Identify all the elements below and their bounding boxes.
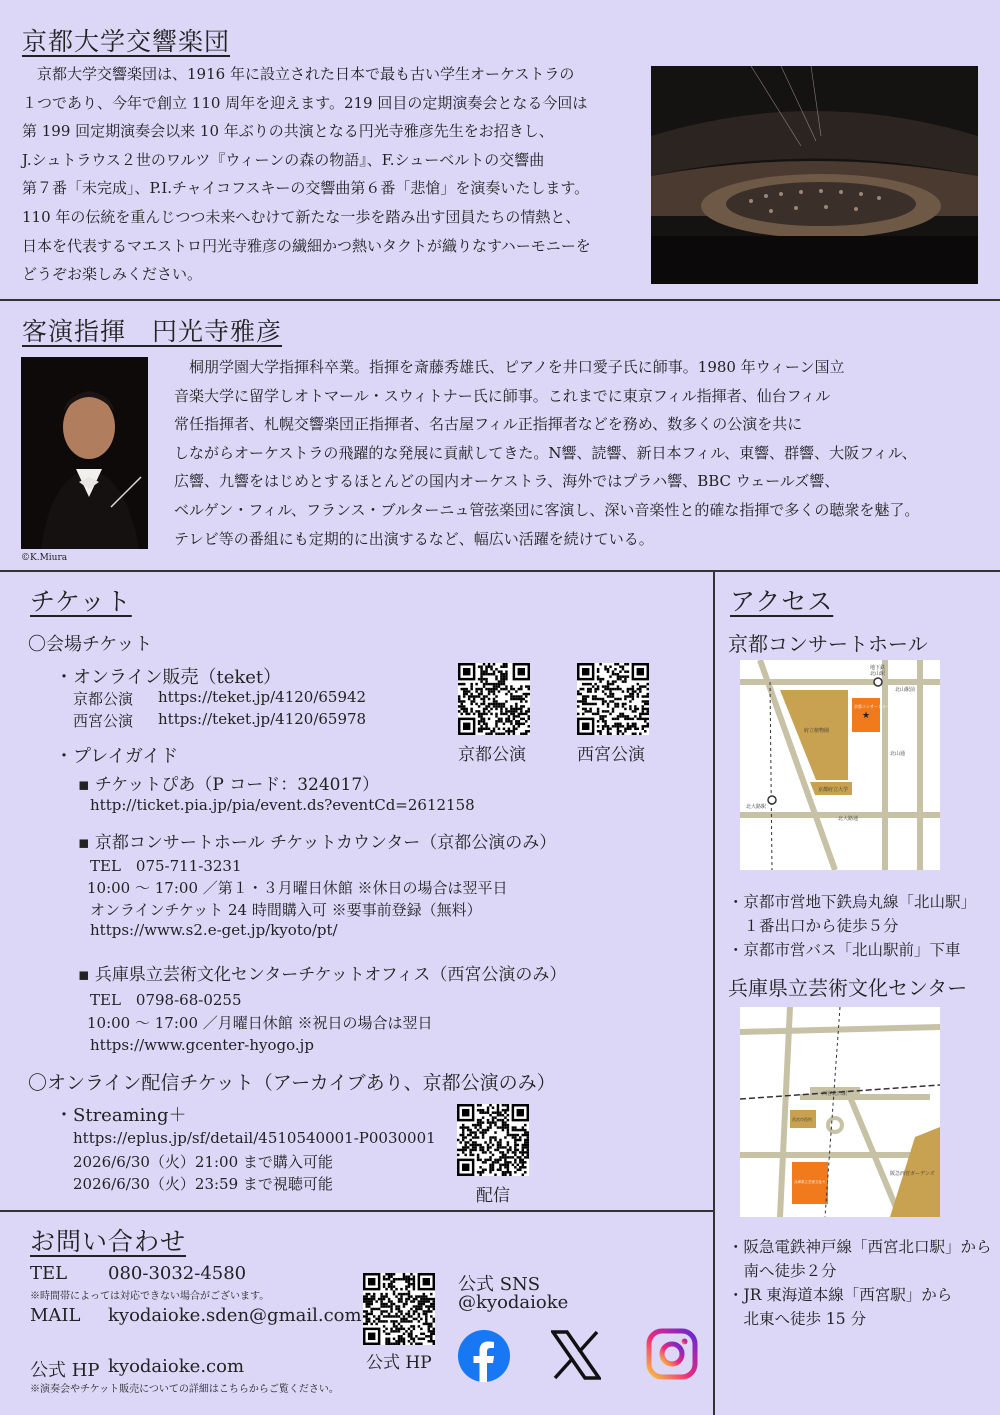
kch-tel: TEL 075-711-3231 bbox=[90, 857, 242, 875]
mail-address[interactable]: kyodaioke.sden@gmail.com bbox=[108, 1305, 362, 1326]
kyoto-map bbox=[740, 660, 940, 870]
playguide-heading: ・プレイガイド bbox=[55, 746, 179, 767]
map-label: 北山通 bbox=[890, 751, 906, 757]
direction-line: １番出口から徒歩５分 bbox=[728, 917, 899, 935]
map-label: 西宮北口駅 bbox=[822, 1091, 848, 1097]
pia-link[interactable]: http://ticket.pia.jp/pia/event.ds?eventCd=2612158 bbox=[90, 796, 475, 814]
conductor-line: テレビ等の番組にも定期的に出演するなど、幅広い活躍を続けている。 bbox=[174, 529, 654, 548]
nishinomiya-ticket-link[interactable]: https://teket.jp/4120/65978 bbox=[158, 710, 367, 728]
orchestra-line: どうぞお楽しみください。 bbox=[22, 265, 203, 284]
kyoto-qr-code[interactable] bbox=[458, 663, 530, 735]
conductor-portrait-image bbox=[21, 357, 148, 549]
conductor-line: 常任指揮者、札幌交響楽団正指揮者、名古屋フィル正指揮者などを務め、数多くの公演を共に bbox=[174, 415, 803, 434]
hyogo-tel: TEL 0798-68-0255 bbox=[90, 991, 242, 1009]
hp-qr-code[interactable] bbox=[363, 1273, 435, 1345]
conductor-title: 客演指揮 円光寺雅彦 bbox=[22, 317, 283, 346]
direction-line: ・京都市営バス「北山駅前」下車 bbox=[728, 941, 961, 959]
orchestra-title: 京都大学交響楽団 bbox=[22, 27, 231, 56]
orchestra-line: 第７番「未完成」、P.I.チャイコフスキーの交響曲第６番「悲愴」を演奏いたします。 bbox=[22, 179, 590, 198]
orchestra-line: １つであり、今年で創立 110 周年を迎えます。219 回目の定期演奏会となる今回は bbox=[22, 93, 588, 112]
map-label: 阪急西宮ガーデンズ bbox=[890, 1171, 935, 1177]
conductor-line: 音楽大学に留学しオトマール・スウィトナー氏に師事。これまでに東京フィル指揮者、仙台フィル bbox=[174, 386, 831, 405]
map-label: 北大路通 bbox=[838, 816, 859, 822]
streaming-qr-label: 配信 bbox=[476, 1186, 510, 1206]
ticket-title: チケット bbox=[30, 587, 132, 616]
kyoto-qr-label: 京都公演 bbox=[458, 745, 526, 765]
map-label: 西宮市役所 bbox=[792, 1117, 812, 1122]
nishinomiya-qr-label: 西宮公演 bbox=[577, 745, 645, 765]
kyoto-venue-name: 京都コンサートホール bbox=[728, 632, 928, 656]
kch-online: オンラインチケット 24 時間購入可 ※要事前登録（無料） bbox=[90, 901, 482, 919]
map-label: 地下鉄 bbox=[870, 665, 886, 671]
direction-line: 南へ徒歩２分 bbox=[728, 1262, 837, 1280]
conductor-line: しながらオーケストラの飛躍的な発展に貢献してきた。N響、読響、新日本フィル、東響、群響、大阪フィル、 bbox=[174, 443, 917, 462]
map-label: 府立植物園 bbox=[804, 728, 830, 734]
kyoto-directions bbox=[728, 890, 976, 962]
direction-line: ・京都市営地下鉄烏丸線「北山駅」 bbox=[728, 893, 977, 911]
direction-line: 北東へ徒歩 15 分 bbox=[728, 1310, 867, 1328]
online-sales-heading: ・オンライン販売（teket） bbox=[55, 667, 282, 688]
streaming-link[interactable]: https://eplus.jp/sf/detail/4510540001-P0030001 bbox=[73, 1129, 436, 1147]
orchestra-line: 110 年の伝統を重んじつつ未来へむけて新たな一歩を踏み出す団員たちの情熱と、 bbox=[22, 207, 581, 226]
kyoto-label: 京都公演 bbox=[73, 690, 134, 708]
streaming-name: ・Streaming＋ bbox=[55, 1105, 187, 1126]
orchestra-photo bbox=[651, 66, 978, 284]
hyogo-map bbox=[740, 1007, 940, 1217]
kyoto-ticket-link[interactable]: https://teket.jp/4120/65942 bbox=[158, 688, 367, 706]
x-icon[interactable] bbox=[551, 1330, 601, 1380]
instagram-icon[interactable] bbox=[646, 1328, 698, 1380]
direction-line: ・JR 東海道本線「西宮駅」から bbox=[728, 1286, 953, 1304]
orchestra-description bbox=[22, 60, 642, 289]
hyogo-directions bbox=[728, 1235, 992, 1331]
pia-name: ▪ チケットぴあ（P コード：324017） bbox=[78, 775, 380, 795]
section-divider bbox=[0, 1210, 714, 1212]
streaming-heading: 〇オンライン配信チケット（アーカイブあり、京都公演のみ） bbox=[28, 1072, 556, 1094]
orchestra-line: 第 199 回定期演奏会以来 10 年ぶりの共演となる円光寺雅彦先生をお招きし、 bbox=[22, 122, 554, 141]
hyogo-office-name: ▪ 兵庫県立芸術文化センターチケットオフィス（西宮公演のみ） bbox=[78, 965, 567, 985]
map-label: 京都府立大学 bbox=[818, 787, 849, 793]
kch-link[interactable]: https://www.s2.e-get.jp/kyoto/pt/ bbox=[90, 921, 338, 939]
map-label: 兵庫県立芸術文化センター bbox=[794, 1180, 836, 1184]
hyogo-venue-name: 兵庫県立芸術文化センター bbox=[728, 976, 968, 1000]
tel-number[interactable]: 080-3032-4580 bbox=[108, 1263, 247, 1284]
tel-label: TEL bbox=[30, 1263, 68, 1284]
orchestra-line: 京都大学交響楽団は、1916 年に設立された日本で最も古い学生オーケストラの bbox=[22, 65, 575, 83]
kch-name: ▪ 京都コンサートホール チケットカウンター（京都公演のみ） bbox=[78, 833, 557, 853]
section-divider bbox=[0, 299, 1000, 301]
kch-hours: 10:00 ～ 17:00 ／第１・３月曜日休館 ※休日の場合は翌平日 bbox=[87, 879, 508, 897]
photo-credit: ©K.Miura bbox=[21, 553, 68, 563]
conductor-line: 桐朋学園大学指揮科卒業。指揮を斎藤秀雄氏、ピアノを井口愛子氏に師事。1980 年ウィーン国立 bbox=[174, 358, 845, 376]
streaming-qr-code[interactable] bbox=[457, 1104, 529, 1176]
section-divider bbox=[0, 570, 1000, 572]
direction-line: ・阪急電鉄神戸線「西宮北口駅」から bbox=[728, 1238, 992, 1256]
streaming-watch-deadline: 2026/6/30（火）23:59 まで視聴可能 bbox=[73, 1175, 333, 1193]
map-label: 北大路駅 bbox=[746, 804, 767, 810]
hp-qr-label: 公式 HP bbox=[366, 1353, 432, 1373]
column-divider bbox=[713, 570, 715, 1415]
tel-note: ※時間帯によっては対応できない場合がございます。 bbox=[30, 1291, 270, 1302]
nishinomiya-label: 西宮公演 bbox=[73, 712, 134, 730]
map-label: 北山駅前 bbox=[895, 687, 916, 693]
access-title: アクセス bbox=[730, 587, 834, 616]
conductor-bio bbox=[174, 353, 982, 553]
sns-label: 公式 SNS bbox=[458, 1274, 541, 1295]
svg-text:★: ★ bbox=[861, 711, 871, 721]
nishinomiya-qr-code[interactable] bbox=[577, 663, 649, 735]
streaming-purchase-deadline: 2026/6/30（火）21:00 まで購入可能 bbox=[73, 1153, 333, 1171]
hyogo-link[interactable]: https://www.gcenter-hyogo.jp bbox=[90, 1036, 314, 1054]
hp-link[interactable]: kyodaioke.com bbox=[108, 1356, 245, 1377]
hp-note: ※演奏会やチケット販売についての詳細はこちらからご覧ください。 bbox=[30, 1384, 339, 1395]
venue-ticket-heading: 〇会場チケット bbox=[28, 634, 153, 655]
sns-handle: @kyodaioke bbox=[458, 1292, 569, 1313]
map-label: 北山駅 bbox=[870, 671, 886, 677]
mail-label: MAIL bbox=[30, 1305, 81, 1326]
facebook-icon[interactable] bbox=[458, 1330, 510, 1382]
conductor-photo bbox=[21, 357, 148, 549]
hp-label: 公式 HP bbox=[30, 1360, 100, 1381]
orchestra-line: 日本を代表するマエストロ円光寺雅彦の繊細かつ熱いタクトが織りなすハーモニーを bbox=[22, 236, 591, 255]
hyogo-hours: 10:00 ～ 17:00 ／月曜日休館 ※祝日の場合は翌日 bbox=[87, 1014, 433, 1032]
orchestra-line: J.シュトラウス２世のワルツ『ウィーンの森の物語』、F.シューベルトの交響曲 bbox=[22, 150, 545, 169]
conductor-line: ベルゲン・フィル、フランス・ブルターニュ管弦楽団に客演し、深い音楽性と的確な指揮で多くの聴衆を魅了。 bbox=[174, 500, 920, 519]
concert-hall-image bbox=[651, 66, 978, 284]
conductor-line: 広響、九響をはじめとするほとんどの国内オーケストラ、海外ではプラハ響、BBC ウェールズ響、 bbox=[174, 472, 840, 491]
contact-title: お問い合わせ bbox=[30, 1227, 187, 1256]
map-label: 京都コンサートホール bbox=[854, 704, 894, 709]
